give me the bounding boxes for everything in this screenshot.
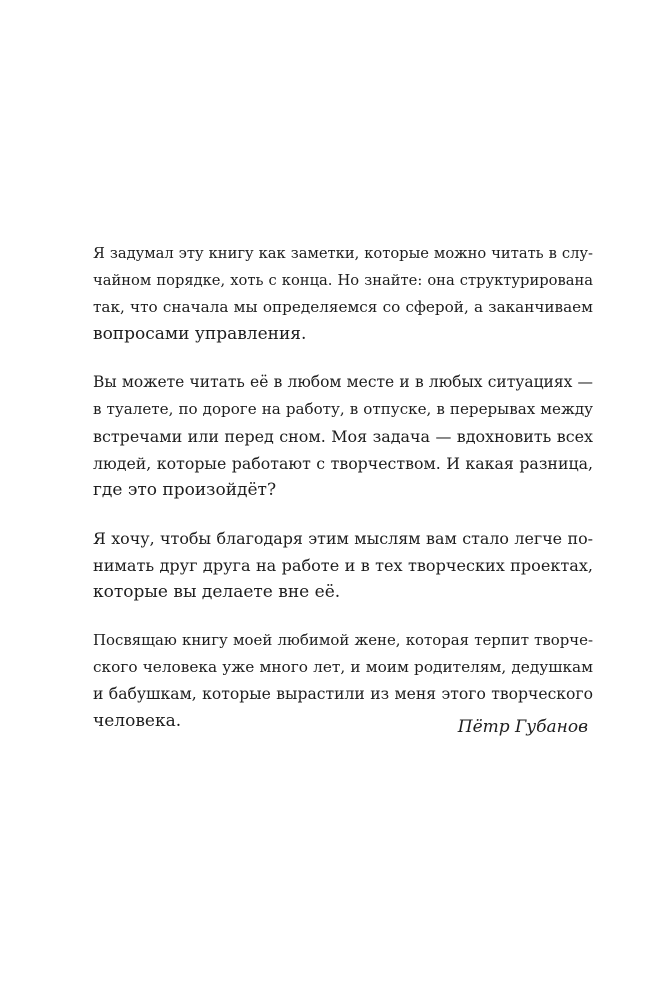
- text-line: которые вы делаете вне её.: [93, 582, 341, 602]
- author-signature: Пётр Губанов: [457, 717, 588, 737]
- text-line: Посвящаю книгу моей любимой жене, которая терпит творче-: [93, 631, 593, 649]
- text-line: встречами или перед сном. Моя задача — вдохновить всех: [93, 427, 593, 446]
- text-line: нимать друг друга на работе и в тех творческих проектах,: [93, 556, 593, 575]
- text-line: и бабушкам, которые вырастили из меня этого творческого: [93, 685, 593, 703]
- text-line: человека.: [93, 711, 182, 731]
- paragraph-2: [93, 369, 593, 504]
- preface-text: [93, 240, 593, 756]
- paragraph-1: [93, 240, 593, 348]
- text-line: Я задумал эту книгу как заметки, которые можно читать в слу-: [93, 245, 593, 262]
- text-line: вопросами управления.: [93, 324, 307, 344]
- text-line: людей, которые работают с творчеством. И какая разница,: [93, 454, 593, 473]
- text-line: Вы можете читать её в любом месте и в любых ситуациях —: [93, 373, 593, 391]
- text-line: так, что сначала мы определяемся со сферой, а заканчиваем: [93, 298, 593, 316]
- text-line: ского человека уже много лет, и моим родителям, дедушкам: [93, 658, 593, 676]
- paragraph-3: [93, 525, 593, 606]
- text-line: где это произойдёт?: [93, 480, 277, 500]
- text-line: Я хочу, чтобы благодаря этим мыслям вам стало легче по-: [93, 529, 593, 548]
- text-line: в туалете, по дороге на работу, в отпуске, в перерывах между: [93, 400, 593, 418]
- text-line: чайном порядке, хоть с конца. Но знайте: она структурирована: [93, 272, 593, 289]
